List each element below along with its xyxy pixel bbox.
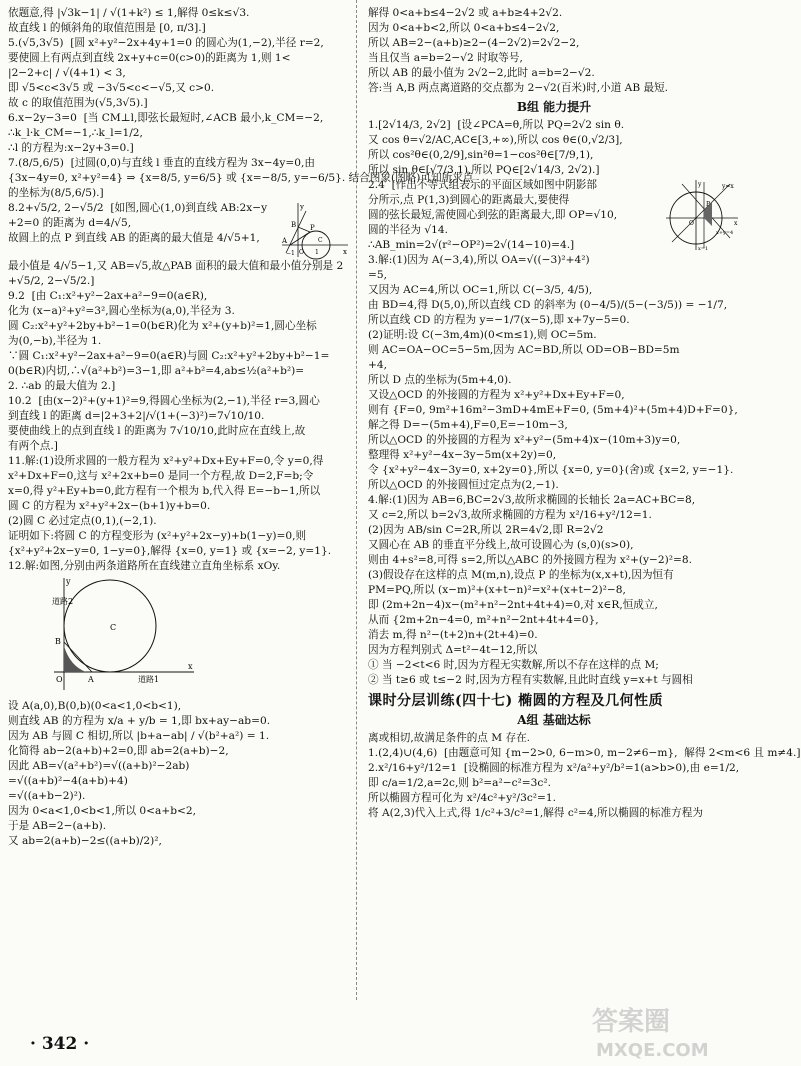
text-line: 设 A(a,0),B(0,b)(0<a<1,0<b<1),: [8, 700, 182, 712]
figure-item8: [280, 201, 350, 259]
fig-label: 道路1: [138, 675, 160, 684]
fig-label: P: [706, 201, 711, 208]
text-line: 证明如下:将圆 C 的方程变形为 (x²+y²+2x−y)+b(1−y)=0,则: [8, 530, 307, 542]
text-line: 所以 AB 的最小值为 2√2−2,此时 a=b=2−√2.: [368, 67, 595, 79]
fig-label: 道路2: [52, 597, 74, 606]
text-line: +4,: [368, 359, 387, 371]
text-line: 又因为 AC=4,所以 OC=1,所以 C(−3/5, 4/5),: [368, 284, 593, 296]
text-line: 2.4 [作出不等式组表示的平面区域如图中阴影部: [368, 179, 597, 191]
fig-label: C: [110, 623, 117, 632]
text-line: (2)圆 C 必过定点(0,1),(−2,1).: [8, 515, 157, 527]
text-line: 所以椭圆方程可化为 x²/4c²+y²/3c²=1.: [368, 792, 557, 804]
text-line: 又 ab=2(a+b)−2≤((a+b)/2)²,: [8, 835, 162, 847]
text-line: ② 当 t≥6 或 t≤−2 时,因为方程有实数解,且此时直线 y=x+t 与圆相: [368, 674, 693, 686]
page-number: · 342 ·: [30, 1034, 90, 1054]
text-line: 0(b∈R)内切,∴√(a²+b²)=3−1,即 a²+b²=4,ab≤½(a²+b²)=: [8, 365, 305, 377]
text-line: 则直线 AB 的方程为 x/a + y/b = 1,即 bx+ay−ab=0.: [8, 715, 271, 727]
text-line: 解之得 D=−(5m+4),F=0,E=−10m−3,: [368, 419, 568, 431]
text-line: 依题意,得 |√3k−1| / √(1+k²) ≤ 1,解得 0≤k≤√3.: [8, 7, 250, 19]
fig-label: O: [299, 249, 304, 256]
text-line: 于是 AB=2−(a+b).: [8, 820, 107, 832]
column-divider: [356, 0, 357, 1000]
text-line: 又圆心在 AB 的垂直平分线上,故可设圆心为 (s,0)(s>0),: [368, 539, 634, 551]
text-line: (2)因为 AB/sin C=2R,所以 2R=4√2,即 R=2√2: [368, 524, 604, 536]
fig-label: −1: [286, 250, 295, 257]
text-line: 7.(8/5,6/5) [过圆(0,0)与直线 l 垂直的直线方程为 3x−4y=0,由: [8, 157, 315, 169]
itemB2-block: [368, 178, 740, 253]
fig-label: O: [689, 220, 694, 227]
text-line: 所以直线 CD 的方程为 y=−1/7(x−5),即 x+7y−5=0.: [368, 314, 630, 326]
text-line: =√((a+b)²−4(a+b)+4): [8, 775, 128, 787]
text-line: 当且仅当 a=b=2−√2 时取等号,: [368, 52, 523, 64]
text-line: 1.[2√14/3, 2√2] [设∠PCA=θ,所以 PQ=2√2 sin θ.: [368, 119, 625, 131]
text-line: 2. ∴ab 的最大值为 2.]: [8, 380, 116, 392]
text-line: 4.解:(1)因为 AB=6,BC=2√3,故所求椭圆的长轴长 2a=AC+BC=8,: [368, 494, 696, 506]
text-line: 3.解:(1)因为 A(−3,4),所以 OA=√((−3)²+4²): [368, 254, 590, 266]
fig-label: B: [55, 637, 61, 646]
fig-label: x: [343, 248, 347, 256]
text-line: 即 c/a=1/2,a=2c,则 b²=a²−c²=3c².: [368, 777, 551, 789]
text-line: 所以 D 点的坐标为(5m+4,0).: [368, 374, 512, 386]
text-line: =5,: [368, 269, 387, 281]
text-line: 12.解:如图,分别由两条道路所在直线建立直角坐标系 xOy.: [8, 560, 281, 572]
fig-label: A: [88, 675, 94, 684]
text-line: 分所示,点 P(1,3)到圆心的距离最大,要使得: [368, 194, 570, 206]
text-line: 化为 (x−a)²+y²=3²,圆心坐标为(a,0),半径为 3.: [8, 305, 235, 317]
fig-label: x+y=4: [716, 230, 734, 236]
text-line: 因为方程判别式 Δ=t²−4t−12,所以: [368, 644, 538, 656]
text-line: 从而 {2m+2n−4=0, m²+n²−2nt+4t+4=0},: [368, 614, 599, 626]
text-line: 又设△OCD 的外接圆的方程为 x²+y²+Dx+Ey+F=0,: [368, 389, 625, 401]
text-line: 故 c 的取值范围为(√5,3√5).]: [8, 97, 148, 109]
text-line: ∴k_l·k_CM=−1,∴k_l=1/2,: [8, 127, 143, 139]
text-line: 由 BD=4,得 D(5,0),所以直线 CD 的斜率为 (0−4/5)/(5−(−3/5)) = −1/7,: [368, 299, 728, 311]
text-line: 9.2 [由 C₁:x²+y²−2ax+a²−9=0(a∈R),: [8, 290, 208, 302]
text-line: 圆 C₂:x²+y²+2by+b²−1=0(b∈R)化为 x²+(y+b)²=1,圆心坐标: [8, 320, 317, 332]
text-line: ∴l 的方程为:x−2y+3=0.]: [8, 142, 134, 154]
group-b-title: B组 能力提升: [516, 100, 592, 114]
text-line: 所以△OCD 的外接圆的方程为 x²+y²−(5m+4)x−(10m+3)y=0,: [368, 434, 681, 446]
text-line: 的坐标为(8/5,6/5).]: [8, 187, 104, 199]
text-line: 10.2 [由(x−2)²+(y+1)²=9,得圆心坐标为(2,−1),半径 r=3,圆心: [8, 395, 320, 407]
fig-label: 1: [315, 249, 319, 256]
section-title: 课时分层训练(四十七) 椭圆的方程及几何性质: [368, 693, 664, 709]
text-line: 即 √5<c<3√5 或 −3√5<c<−√5,又 c>0.: [8, 82, 215, 94]
text-line: 1.(2,4)∪(4,6) [由题意可知 {m−2>0, 6−m>0, m−2≠6−m}, 解得 2<m<6 且 m≠4.]: [368, 747, 801, 759]
text-line: 圆的半径为 √14.: [368, 224, 448, 236]
watermark-logo: [586, 1000, 736, 1062]
item8-block: [8, 201, 350, 259]
text-line: 故圆上的点 P 到直线 AB 的距离的最大值是 4/√5+1,: [8, 232, 260, 244]
text-line: +√5/2, 2−√5/2.]: [8, 275, 95, 287]
text-line: 又 c=2,所以 b=2√3,故所求椭圆的方程为 x²/16+y²/12=1.: [368, 509, 652, 521]
text-line: 将 A(2,3)代入上式,得 1/c²+3/c²=1,解得 c²=4,所以椭圆的标准方程为: [368, 807, 703, 819]
text-line: ∴AB_min=2√(r²−OP²)=2√(14−10)=4.]: [368, 239, 575, 251]
text-line: 因此 AB=√(a²+b²)=√((a+b)²−2ab): [8, 760, 190, 772]
text-line: 离或相切,故满足条件的点 M 存在.: [368, 732, 531, 744]
fig-label: y: [300, 203, 304, 211]
text-line: 令 {x²+y²−4x−3y=0, x+2y=0},所以 {x=0, y=0}(舍)或 {x=2, y=−1}.: [368, 464, 734, 476]
text-line: |2−2+c| / √(4+1) < 3,: [8, 67, 126, 79]
text-line: 故直线 l 的倾斜角的取值范围是 [0, π/3].]: [8, 22, 206, 34]
text-line: {3x−4y=0, x²+y²=4} ⇒ {x=8/5, y=6/5} 或 {x=−8/5, y=−6/5}. 结合图象(图略)可知所求点: [8, 172, 474, 184]
watermark-url: MXQE.COM: [596, 1040, 709, 1061]
text-line: 解得 0<a+b≤4−2√2 或 a+b≥4+2√2.: [368, 7, 563, 19]
figure-itemB2: [664, 178, 740, 252]
text-line: 要使曲线上的点到直线 l 的距离为 7√10/10,此时应在直线上,故: [8, 425, 306, 437]
text-line: 8.2+√5/2, 2−√5/2 [如图,圆心(1,0)到直线 AB:2x−y: [8, 202, 268, 214]
text-line: 到直线 l 的距离 d=|2+3+2|/√(1+(−3)²)=7√10/10.: [8, 410, 265, 422]
text-line: 整理得 x²+y²−4x−3y−5m(x+2y)=0,: [368, 449, 557, 461]
text-line: (3)假设存在这样的点 M(m,n),设点 P 的坐标为(x,x+t),因为恒有: [368, 569, 674, 581]
text-line: {x²+y²+2x−y=0, 1−y=0},解得 {x=0, y=1} 或 {x=−2, y=1}.: [8, 545, 332, 557]
fig-label: y: [698, 181, 702, 188]
fig-label: P: [310, 224, 315, 232]
text-line: 则有 {F=0, 9m²+16m²−3mD+4mE+F=0, (5m+4)²+(5m+4)D+F=0},: [368, 404, 738, 416]
text-line: =√((a+b−2)²).: [8, 790, 86, 802]
text-line: 11.解:(1)设所求圆的一般方程为 x²+y²+Dx+Ey+F=0,令 y=0,得: [8, 455, 324, 467]
text-line: 要使圆上有两点到直线 2x+y+c=0(c>0)的距离为 1,则 1<: [8, 52, 291, 64]
text-line: 5.(√5,3√5) [圆 x²+y²−2x+4y+1=0 的圆心为(1,−2),半径 r=2,: [8, 37, 324, 49]
text-line: 化简得 ab−2(a+b)+2=0,即 ab=2(a+b)−2,: [8, 745, 229, 757]
fig-label: O: [56, 675, 63, 684]
fig-label: x: [734, 220, 738, 227]
text-line: x=0,得 y²+Ey+b=0,此方程有一个根为 b,代入得 E=−b−1,所以: [8, 485, 321, 497]
text-line: 则 AC=OA−OC=5−5m,因为 AC=BD,所以 OD=OB−BD=5m: [368, 344, 680, 356]
text-line: 又 cos θ=√2/AC,AC∈[3,+∞),所以 cos θ∈(0,√2/3],: [368, 134, 623, 146]
figure-item12: [48, 574, 198, 694]
watermark-text: 答案圈: [592, 1007, 671, 1037]
fig-label: y: [66, 577, 71, 586]
text-line: 因为 AB 与圆 C 相切,所以 |b+a−ab| / √(b²+a²) = 1.: [8, 730, 270, 742]
text-line: (2)证明:设 C(−3m,4m)(0<m≤1),则 OC=5m.: [368, 329, 597, 341]
text-line: 所以 cos²θ∈(0,2/9],sin²θ=1−cos²θ∈[7/9,1),: [368, 149, 594, 161]
text-line: 即 (2m+2n−4)x−(m²+n²−2nt+4t+4)=0,对 x∈R,恒成立,: [368, 599, 658, 611]
text-line: 圆的弦长最短,需使圆心到弦的距离最大,即 OP=√10,: [368, 209, 618, 221]
text-line: PM=PQ,所以 (x−m)²+(x+t−n)²=x²+(x+t−2)²−8,: [368, 584, 626, 596]
fig-label: A: [282, 237, 288, 245]
text-line: 消去 m,得 n²−(t+2)n+(2t+4)=0.: [368, 629, 538, 641]
text-line: ∵圆 C₁:x²+y²−2ax+a²−9=0(a∈R)与圆 C₂:x²+y²+2by+b²−1=: [8, 350, 330, 362]
text-line: 圆 C 的方程为 x²+y²+2x−(b+1)y+b=0.: [8, 500, 211, 512]
text-line: 2.x²/16+y²/12=1 [设椭圆的标准方程为 x²/a²+y²/b²=1(a>b>0),由 e=1/2,: [368, 762, 740, 774]
text-line: ① 当 −2<t<6 时,因为方程无实数解,所以不存在这样的点 M;: [368, 659, 659, 671]
text-line: x²+Dx+F=0,这与 x²+2x+b=0 是同一个方程,故 D=2,F=b;令: [8, 470, 314, 482]
text-line: 因为 0<a<1,0<b<1,所以 0<a+b<2,: [8, 805, 196, 817]
text-line: 有两个点.]: [8, 440, 58, 452]
text-line: 则由 4+s²=8,可得 s=2,所以△ABC 的外接圆方程为 x²+(y−2)²=8.: [368, 554, 692, 566]
text-line: 因为 0<a+b<2,所以 0<a+b≤4−2√2,: [368, 22, 560, 34]
text-line: 最小值是 4/√5−1,又 AB=√5,故△PAB 面积的最大值和最小值分别是 2: [8, 260, 344, 272]
text-line: 所以△OCD 的外接圆恒过定点为(2,−1).: [368, 479, 559, 491]
text-line: 为(0,−b),半径为 1.: [8, 335, 102, 347]
text-line: 答:当 A,B 两点离道路的交点都为 2−√2(百米)时,小道 AB 最短.: [368, 82, 669, 94]
text-line: +2=0 的距离为 d=4/√5,: [8, 217, 132, 229]
fig-label: C: [318, 237, 323, 244]
right-column: [368, 6, 801, 821]
text-line: 所以 AB=2−(a+b)≥2−(4−2√2)=2√2−2,: [368, 37, 580, 49]
text-line: 6.x−2y−3=0 [当 CM⊥l,即弦长最短时,∠ACB 最小,k_CM=−2,: [8, 112, 324, 124]
group-a-title: A组 基础达标: [517, 713, 591, 727]
fig-label: y=x: [722, 183, 734, 190]
fig-label: x: [188, 662, 193, 671]
fig-label: x=1: [698, 246, 709, 252]
fig-label: B: [291, 221, 297, 229]
text-line: 所以 sin θ∈[√7/3,1),所以 PQ∈[2√14/3, 2√2).]: [368, 164, 600, 176]
